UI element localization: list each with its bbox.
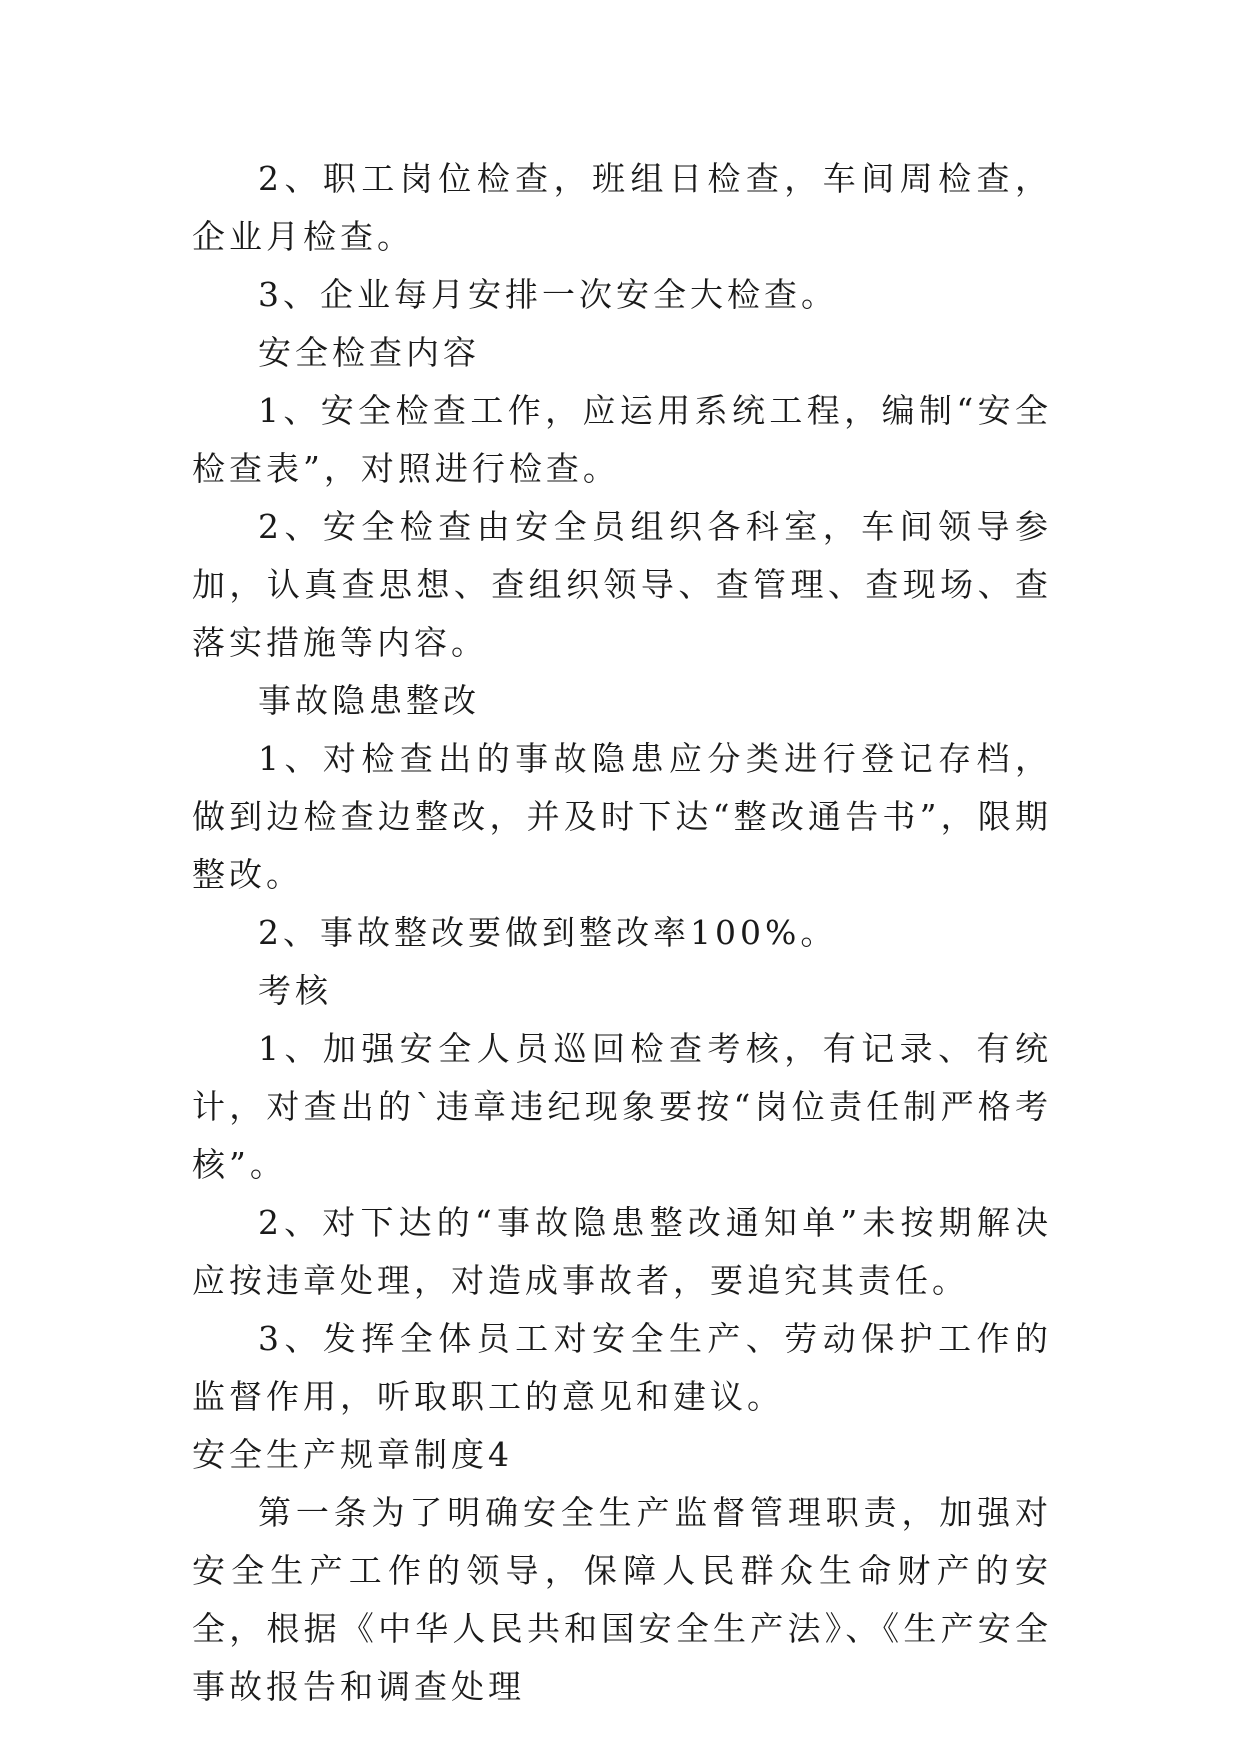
paragraph-employee-supervision: 3、发挥全体员工对安全生产、劳动保护工作的监督作用，听取职工的意见和建议。 (192, 1319, 1052, 1416)
paragraph-hazard-registration: 1、对检查出的事故隐患应分类进行登记存档，做到边检查边整改，并及时下达“整改通告书”，限期整改。 (192, 739, 1052, 894)
section-heading-hazard-rectification: 事故隐患整改 (258, 681, 480, 720)
section-heading-inspection-content: 安全检查内容 (258, 333, 480, 372)
document-heading: 安全生产规章制度4 (192, 1435, 513, 1474)
paragraph-article-one: 第一条为了明确安全生产监督管理职责，加强对安全生产工作的领导，保障人民群众生命财产的安全，根据《中华人民共和国安全生产法》、《生产安全事故报告和调查处理 (192, 1493, 1052, 1706)
paragraph-rectification-rate: 2、事故整改要做到整改率100%。 (258, 913, 838, 952)
paragraph-overdue-handling: 2、对下达的“事故隐患整改通知单”未按期解决应按违章处理，对造成事故者，要追究其责任。 (192, 1203, 1052, 1300)
section-heading-assessment: 考核 (258, 971, 332, 1010)
document-page (192, 150, 1052, 1716)
paragraph-patrol-assessment: 1、加强安全人员巡回检查考核，有记录、有统计，对查出的`违章违纪现象要按“岗位责任制严格考核”。 (192, 1029, 1052, 1184)
paragraph-inspection-table: 1、安全检查工作，应运用系统工程，编制“安全检查表”，对照进行检查。 (192, 391, 1052, 488)
paragraph-monthly-inspection: 3、企业每月安排一次安全大检查。 (258, 275, 838, 314)
paragraph-inspection-levels: 2、职工岗位检查，班组日检查，车间周检查，企业月检查。 (192, 159, 1052, 256)
paragraph-inspection-organization: 2、安全检查由安全员组织各科室，车间领导参加，认真查思想、查组织领导、查管理、查现场、查落实措施等内容。 (192, 507, 1052, 662)
